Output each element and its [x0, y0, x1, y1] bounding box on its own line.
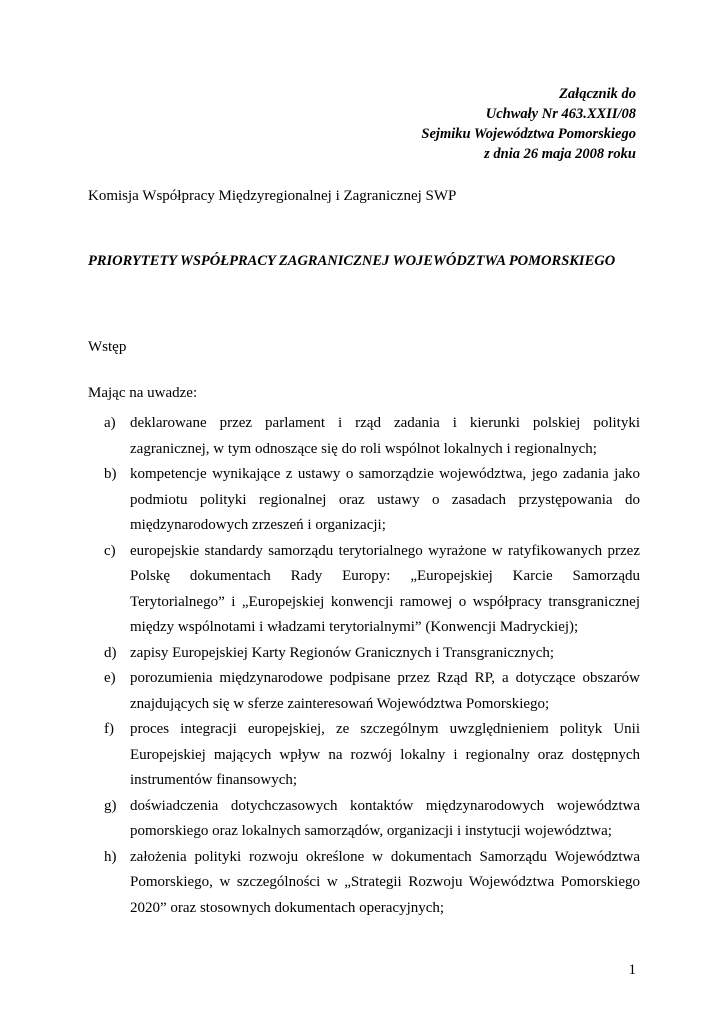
list-item [104, 666, 640, 717]
list-item [104, 794, 640, 845]
list-item-text: zapisy Europejskiej Karty Regionów Granicznych i Transgranicznych; [130, 644, 555, 661]
annex-line-2: Uchwały Nr 463.XXII/08 [485, 106, 636, 122]
page-number: 1 [628, 962, 636, 978]
list-item [104, 641, 640, 667]
list-item [104, 845, 640, 922]
annex-line-1: Załącznik do [559, 86, 636, 102]
list-marker: c) [104, 542, 116, 559]
list-item [104, 717, 640, 794]
list-item [104, 539, 640, 641]
list-marker: h) [104, 848, 117, 865]
list-item-text: założenia polityki rozwoju określone w dokumentach Samorządu Województwa Pomorskiego, w szczególności w „Strategii Rozwoju Województwa Pomorskiego 2020” oraz stosownych dokumentach operacyjnych; [130, 848, 640, 916]
annex-line-4: z dnia 26 maja 2008 roku [484, 146, 636, 162]
list-marker: d) [104, 644, 117, 661]
list-item-text: europejskie standardy samorządu terytorialnego wyrażone w ratyfikowanych przez Polskę dokumentach Rady Europy: „Europejskiej Karcie Samorządu Terytorialnego” i „Europejskiej konwencji ramowej o współpracy transgranicznej między wspólnotami i władzami terytorialnymi” (Konwencji Madryckiej); [130, 542, 640, 635]
list-item [104, 462, 640, 539]
annex-line-3: Sejmiku Województwa Pomorskiego [421, 126, 636, 142]
list-item-text: kompetencje wynikające z ustawy o samorządzie województwa, jego zadania jako podmiotu polityki regionalnej oraz ustawy o zasadach przystępowania do międzynarodowych zrzeszeń i organizacji; [130, 466, 640, 533]
list-marker: f) [104, 721, 114, 737]
intro-heading: Wstęp [88, 339, 127, 355]
list-item-text: doświadczenia dotychczasowych kontaktów międzynarodowych województwa pomorskiego oraz lokalnych samorządów, organizacji i instytucji województwa; [130, 797, 640, 839]
list-marker: e) [104, 670, 116, 686]
list-marker: a) [104, 415, 116, 431]
list-marker: g) [104, 797, 117, 814]
considerations-list [104, 411, 640, 921]
annex-header [421, 84, 636, 164]
document-title: PRIORYTETY WSPÓŁPRACY ZAGRANICZNEJ WOJEWÓDZTWA POMORSKIEGO [88, 253, 616, 269]
list-item-text: deklarowane przez parlament i rząd zadania i kierunki polskiej polityki zagranicznej, w tym odnoszące się do roli wspólnot lokalnych i regionalnych; [130, 415, 640, 457]
list-item-text: porozumienia międzynarodowe podpisane przez Rząd RP, a dotyczące obszarów znajdujących się w sferze zainteresowań Województwa Pomorskiego; [130, 670, 640, 712]
committee-name: Komisja Współpracy Międzyregionalnej i Zagranicznej SWP [88, 188, 457, 204]
list-marker: b) [104, 466, 117, 482]
lead-text: Mając na uwadze: [88, 385, 198, 401]
list-item [104, 411, 640, 462]
list-item-text: proces integracji europejskiej, ze szczególnym uwzględnieniem polityk Unii Europejskiej mających wpływ na rozwój lokalny i regionalny oraz dostępnych instrumentów finansowych; [130, 721, 640, 788]
